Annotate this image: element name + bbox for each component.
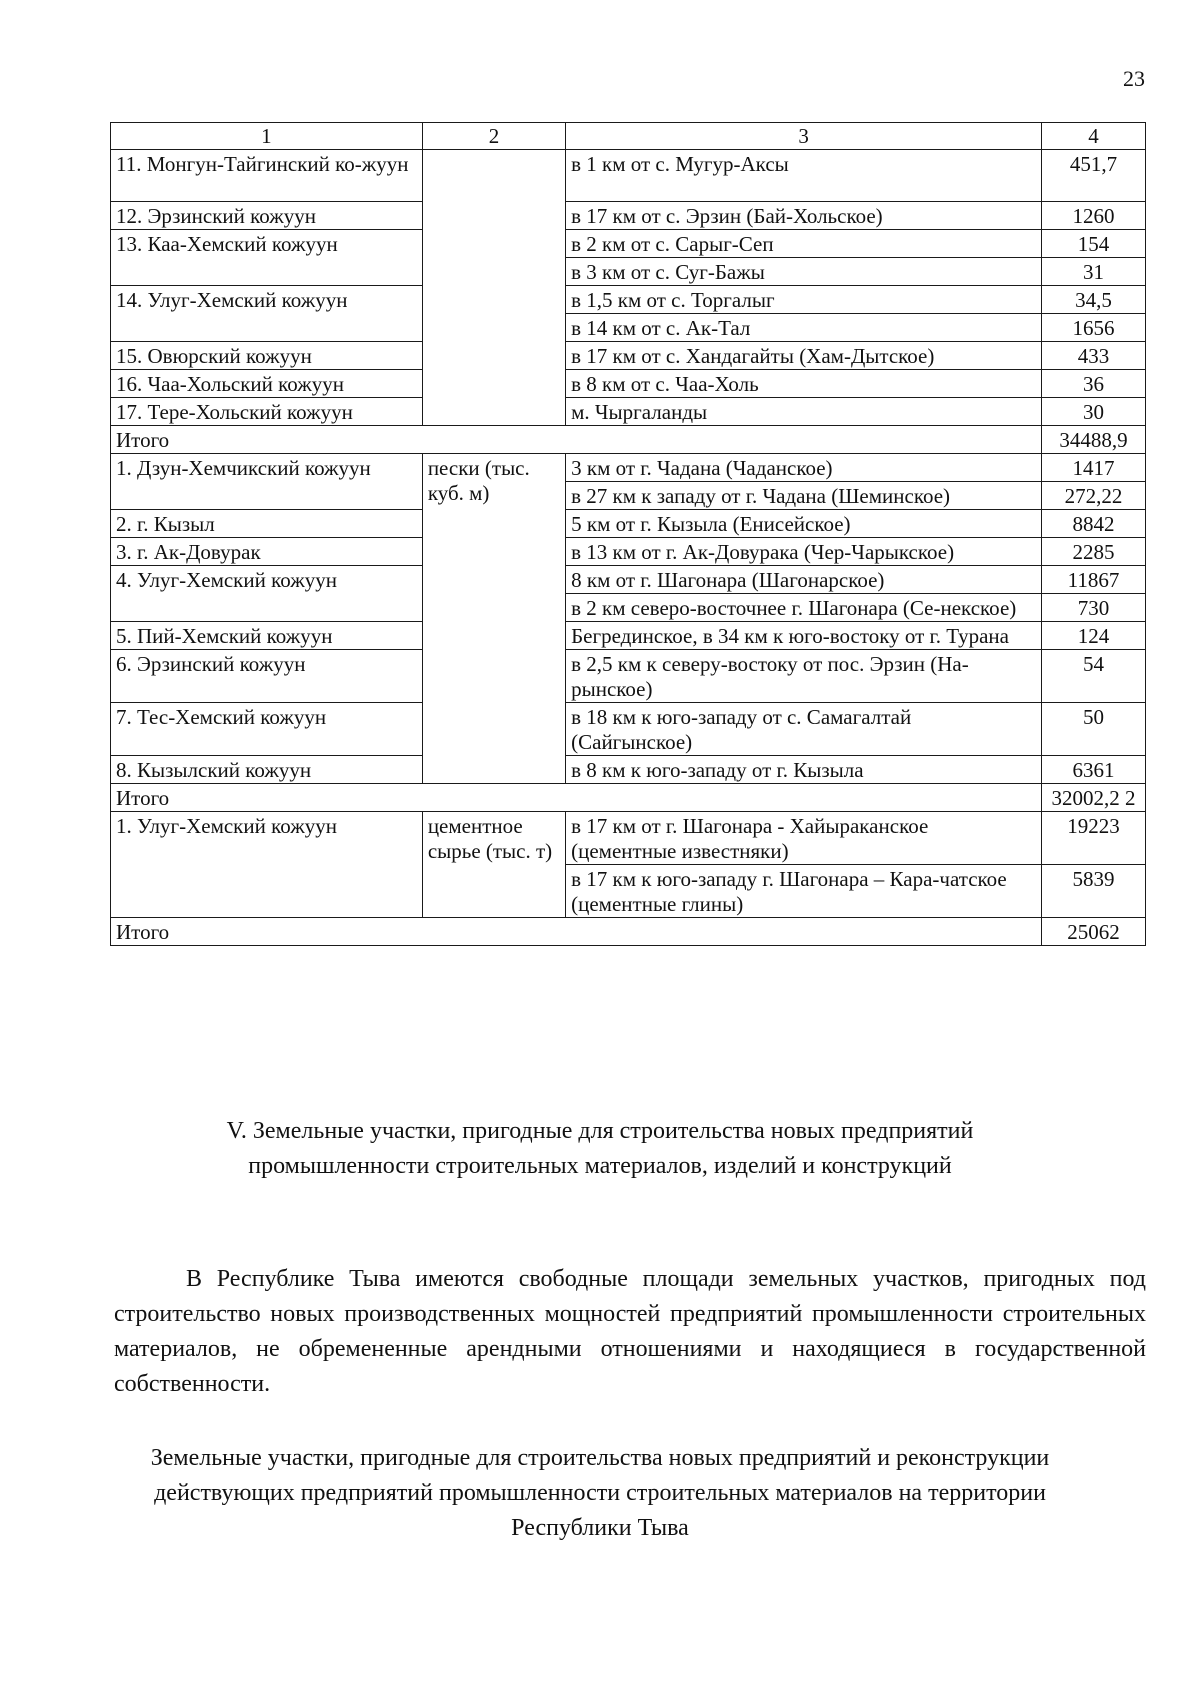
district-cell: 3. г. Ак-Довурак [111,538,423,566]
amount-cell: 124 [1042,622,1146,650]
table-row [111,230,1146,258]
total-amount: 32002,2 2 [1042,784,1146,812]
location-cell: 3 км от г. Чадана (Чаданское) [566,454,1042,482]
quarry-table [110,122,1146,946]
district-cell: 5. Пий-Хемский кожуун [111,622,423,650]
location-cell: м. Чыргаланды [566,398,1042,426]
table-row [111,566,1146,594]
amount-cell: 2285 [1042,538,1146,566]
column-header: 4 [1042,123,1146,150]
table-row [111,703,1146,756]
table-row [111,510,1146,538]
table-row [111,482,1146,510]
district-cell [111,314,423,342]
location-cell: в 1,5 км от с. Торгалыг [566,286,1042,314]
amount-cell: 31 [1042,258,1146,286]
district-cell [111,258,423,286]
district-cell [111,482,423,510]
location-cell: в 2 км северо-восточнее г. Шагонара (Се-некское) [566,594,1042,622]
total-amount: 34488,9 [1042,426,1146,454]
district-cell: 17. Тере-Хольский кожуун [111,398,423,426]
district-cell: 13. Каа-Хемский кожуун [111,230,423,258]
location-cell: в 13 км от г. Ак-Довурака (Чер-Чарыкское) [566,538,1042,566]
location-cell: в 3 км от с. Суг-Бажы [566,258,1042,286]
amount-cell: 50 [1042,703,1146,756]
district-cell: 1. Улуг-Хемский кожуун [111,812,423,918]
amount-cell: 1417 [1042,454,1146,482]
table-header-row [111,123,1146,150]
amount-cell: 272,22 [1042,482,1146,510]
amount-cell: 54 [1042,650,1146,703]
location-cell: в 17 км от г. Шагонара - Хайыраканское (цементные известняки) [566,812,1042,865]
material-cell: цементное сырье (тыс. т) [422,812,565,918]
district-cell: 15. Овюрский кожуун [111,342,423,370]
amount-cell: 36 [1042,370,1146,398]
amount-cell: 6361 [1042,756,1146,784]
amount-cell: 11867 [1042,566,1146,594]
total-row [111,784,1146,812]
table-row [111,650,1146,703]
column-header: 2 [422,123,565,150]
district-cell: 12. Эрзинский кожуун [111,202,423,230]
total-label: Итого [111,784,1042,812]
page-number: 23 [1123,66,1145,91]
total-label: Итого [111,918,1042,946]
district-cell: 14. Улуг-Хемский кожуун [111,286,423,314]
table-row [111,286,1146,314]
total-row [111,426,1146,454]
amount-cell: 1260 [1042,202,1146,230]
amount-cell: 451,7 [1042,150,1146,202]
table-row [111,258,1146,286]
material-cell [422,150,565,426]
amount-cell: 30 [1042,398,1146,426]
total-amount: 25062 [1042,918,1146,946]
sub-heading: Земельные участки, пригодные для строительства новых предприятий и реконструкции действующих предприятий промышленности строительных материалов на территории Республики Тыва [150,1445,1050,1541]
location-cell: в 8 км от с. Чаа-Холь [566,370,1042,398]
table-row [111,594,1146,622]
material-cell: пески (тыс. куб. м) [422,454,565,784]
location-cell: в 18 км к юго-западу от с. Самагалтай (Сайгынское) [566,703,1042,756]
table-row [111,342,1146,370]
table-row [111,202,1146,230]
district-cell: 8. Кызылский кожуун [111,756,423,784]
table-row [111,454,1146,482]
location-cell: в 2,5 км к северу-востоку от пос. Эрзин (На-рынское) [566,650,1042,703]
location-cell: в 1 км от с. Мугур-Аксы [566,150,1042,202]
section-heading: V. Земельные участки, пригодные для строительства новых предприятий промышленности строительных материалов, изделий и конструкций [226,1118,974,1179]
total-label: Итого [111,426,1042,454]
table-row [111,812,1146,865]
column-header: 1 [111,123,423,150]
district-cell: 2. г. Кызыл [111,510,423,538]
table-row [111,622,1146,650]
district-cell [111,594,423,622]
district-cell: 4. Улуг-Хемский кожуун [111,566,423,594]
district-cell: 1. Дзун-Хемчикский кожуун [111,454,423,482]
location-cell: в 17 км к юго-западу г. Шагонара – Кара-чатское (цементные глины) [566,865,1042,918]
amount-cell: 154 [1042,230,1146,258]
intro-paragraph: В Республике Тыва имеются свободные площади земельных участков, пригодных под строительство новых производственных мощностей предприятий промышленности строительных материалов, не обремененные арендными отношениями и находящиеся в государственной собственности. [114,1266,1146,1397]
district-cell: 6. Эрзинский кожуун [111,650,423,703]
location-cell: Бегрединское, в 34 км к юго-востоку от г. Турана [566,622,1042,650]
amount-cell: 1656 [1042,314,1146,342]
table-row [111,756,1146,784]
location-cell: в 27 км к западу от г. Чадана (Шеминское) [566,482,1042,510]
total-row [111,918,1146,946]
amount-cell: 34,5 [1042,286,1146,314]
table-row [111,314,1146,342]
location-cell: в 17 км от с. Хандагайты (Хам-Дытское) [566,342,1042,370]
amount-cell: 19223 [1042,812,1146,865]
amount-cell: 8842 [1042,510,1146,538]
table-row [111,538,1146,566]
location-cell: в 17 км от с. Эрзин (Бай-Хольское) [566,202,1042,230]
column-header: 3 [566,123,1042,150]
location-cell: в 2 км от с. Сарыг-Сеп [566,230,1042,258]
amount-cell: 433 [1042,342,1146,370]
district-cell: 16. Чаа-Хольский кожуун [111,370,423,398]
location-cell: 8 км от г. Шагонара (Шагонарское) [566,566,1042,594]
table-row [111,150,1146,202]
district-cell: 7. Тес-Хемский кожуун [111,703,423,756]
location-cell: в 8 км к юго-западу от г. Кызыла [566,756,1042,784]
district-cell: 11. Монгун-Тайгинский ко-жуун [111,150,423,202]
table-row [111,398,1146,426]
location-cell: 5 км от г. Кызыла (Енисейское) [566,510,1042,538]
amount-cell: 730 [1042,594,1146,622]
location-cell: в 14 км от с. Ак-Тал [566,314,1042,342]
amount-cell: 5839 [1042,865,1146,918]
table-row [111,370,1146,398]
